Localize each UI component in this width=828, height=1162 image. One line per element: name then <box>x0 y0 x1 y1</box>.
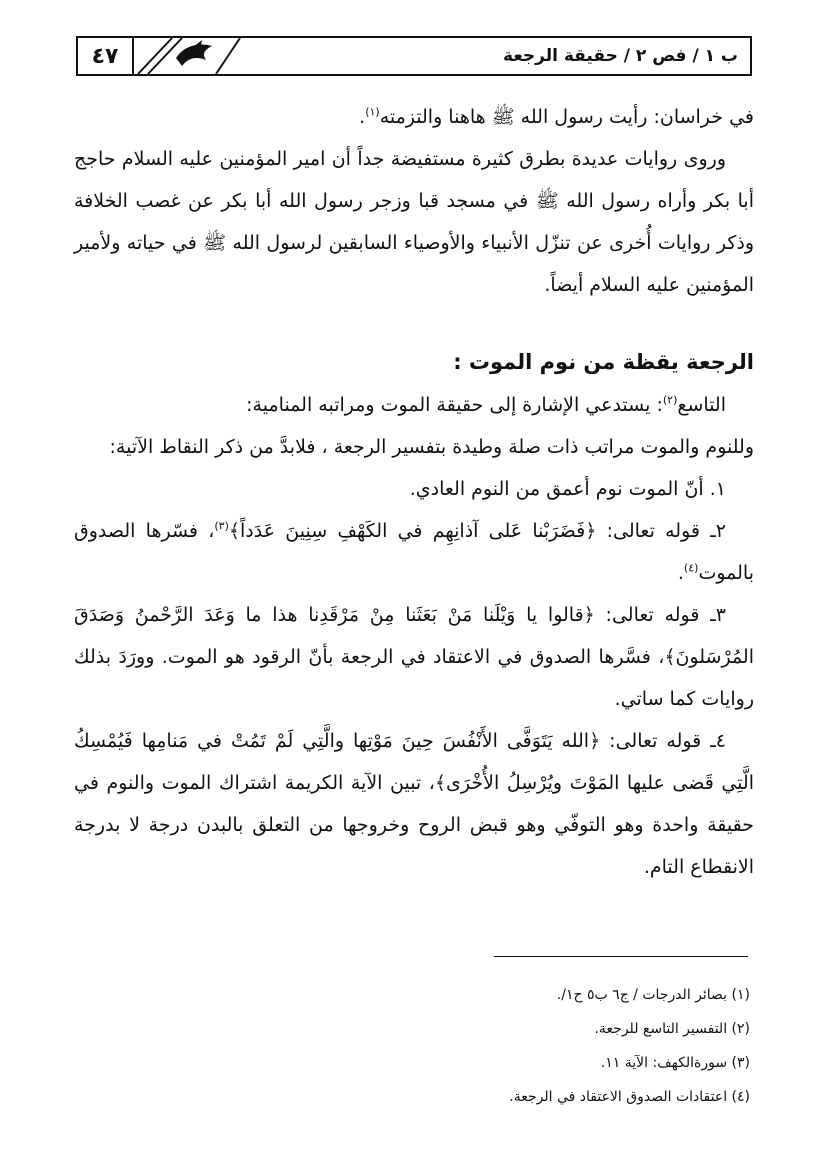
paragraph: التاسع$^{(٢)}$: يستدعي الإشارة إلى حقيقة الموت ومراتبه المنامية: <box>246 393 726 416</box>
footnote-ref: (٢) <box>662 393 678 407</box>
footnote-ref: (٤) <box>683 561 699 575</box>
footnote: (١) بصائر الدرجات / ج٦ ب٥ ح١/. <box>556 987 750 1003</box>
list-item: ٤ـ قوله تعالى: ﴿الله يَتَوَفَّى الأَنْفُسَ حِينَ مَوْتِها والَّتِي لَمْ تَمُتْ في مَنامِها فَيُمْسِكُ الَّتِي قَضى عليها المَوْتَ ويُرْسِلُ الأُخْرَى﴾، تبين الآية الكريمة اشتراك الموت والنوم في حقيقة واحدة وهو التوفّي وهو قبض الروح وخروجها من التعلق بالبدن درجة لا بدرجة الانقطاع التام. <box>74 730 754 878</box>
section-heading: الرجعة يقظة من نوم الموت : <box>453 350 754 374</box>
paragraph: وللنوم والموت مراتب ذات صلة وطيدة بتفسير الرجعة ، فلابدَّ من ذكر النقاط الآتية: <box>109 436 754 458</box>
list-item: ٣ـ قوله تعالى: ﴿قالوا يا وَيْلَنا مَنْ بَعَثَنا مِنْ مَرْقَدِنا هذا ما وَعَدَ الرَّحْمنُ وَصَدَقَ المُرْسَلونَ﴾، فسَّرها الصدوق في الاعتقاد في الرجعة بأنّ الرقود هو الموت. وورَدَ بذلك روايات كما ساتي. <box>74 604 754 710</box>
footnote-divider <box>494 956 748 957</box>
list-item: ٢ـ قوله تعالى: ﴿فَضَرَبْنا عَلى آذانِهِم في الكَهْفِ سِنِينَ عَدَداً﴾$^{(٣)}$، فسّرها الصدوق بالموت$^{(٤)}$. <box>74 519 754 584</box>
running-title: ب ١ / فص ٢ / حقيقة الرجعة <box>503 46 738 66</box>
page-header <box>76 36 752 76</box>
footnote: (٤) اعتقادات الصدوق الاعتقاد في الرجعة. <box>509 1089 750 1105</box>
list-item: ١. أنّ الموت نوم أعمق من النوم العادي. <box>409 478 726 500</box>
main-text <box>74 96 754 888</box>
paragraph: وروى روايات عديدة بطرق كثيرة مستفيضة جداً أن امير المؤمنين عليه السلام حاجج أبا بكر وأراه رسول الله ﷺ في مسجد قبا وزجر رسول الله أبا بكر عن غصب الخلافة وذكر روايات أُخرى عن تنزّل الأنبياء والأوصياء السابقين لرسول الله ﷺ في حياته ولأمير المؤمنين عليه السلام أيضاً. <box>74 148 754 296</box>
ornament-icon <box>132 36 242 76</box>
page-number: ٤٧ <box>78 38 134 74</box>
footnotes <box>300 978 750 1114</box>
footnote-ref: (٣) <box>214 519 229 533</box>
footnote: (٣) سورةالكهف: الآية ١١. <box>600 1055 750 1071</box>
footnote: (٢) التفسير التاسع للرجعة. <box>594 1021 750 1037</box>
paragraph: في خراسان: رأيت رسول الله ﷺ هاهنا والتزمته$^{(١)}$. <box>359 105 754 128</box>
footnote-ref: (١) <box>365 105 380 119</box>
